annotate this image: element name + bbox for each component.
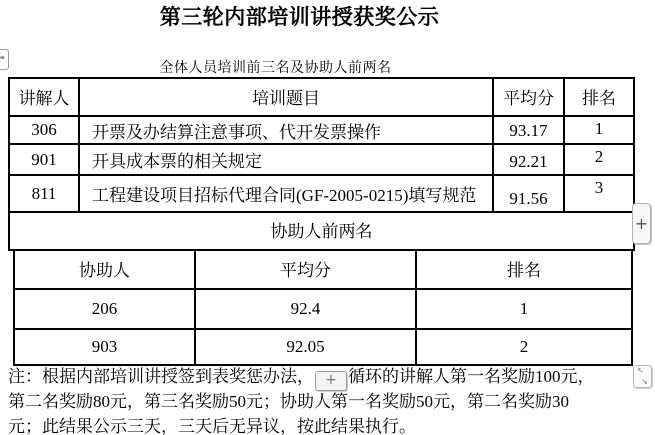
rank-cell: 1 xyxy=(564,116,634,144)
header-score: 平均分 xyxy=(195,250,416,289)
score-cell: 91.56 xyxy=(493,175,564,212)
expand-plus-button[interactable] xyxy=(632,203,651,244)
resize-nw-arrow-icon: ↖ xyxy=(637,366,644,375)
rank-cell: 2 xyxy=(564,144,634,175)
training-results-table xyxy=(8,77,635,251)
topic-cell: 开具成本票的相关规定 xyxy=(79,144,493,175)
rank-cell: 3 xyxy=(564,175,634,212)
table-header-row xyxy=(14,250,632,289)
speaker-cell: 306 xyxy=(9,116,79,144)
topic-cell: 开票及办结算注意事项、代开发票操作 xyxy=(79,116,493,144)
section-title: 协助人前两名 xyxy=(9,212,634,250)
assistant-cell: 903 xyxy=(14,329,195,365)
header-assistant: 协助人 xyxy=(14,250,195,289)
table-row xyxy=(14,329,632,365)
table-caption: 全体人员培训前三名及协助人前两名 xyxy=(159,60,392,76)
rank-cell: 1 xyxy=(416,289,632,329)
assistant-results-table xyxy=(13,249,633,366)
score-cell: 93.17 xyxy=(493,116,564,144)
plus-icon: + xyxy=(325,372,337,388)
page-title: 第三轮内部培训讲授获奖公示 xyxy=(159,5,440,29)
table-row xyxy=(14,289,632,329)
header-rank: 排名 xyxy=(416,250,632,289)
footnote xyxy=(8,364,652,435)
rank-cell: 2 xyxy=(416,329,632,365)
score-cell: 92.05 xyxy=(195,329,416,365)
assistant-cell: 206 xyxy=(14,289,195,329)
footnote-text: 注：根据内部培训讲授签到表奖惩办法， xyxy=(8,367,314,386)
speaker-cell: 901 xyxy=(9,144,79,175)
table-header-row xyxy=(9,78,634,116)
score-cell: 92.4 xyxy=(195,289,416,329)
header-score: 平均分 xyxy=(493,78,564,116)
header-topic: 培训题目 xyxy=(79,78,493,116)
table-row xyxy=(9,116,634,144)
table-row xyxy=(9,175,634,212)
footnote-line-1 xyxy=(8,364,652,389)
inline-expand-button[interactable] xyxy=(315,371,347,391)
topic-cell: 工程建设项目招标代理合同(GF-2005-0215)填写规范 xyxy=(79,175,493,212)
footnote-line-2: 第二名奖励80元，第三名奖励50元；协助人第一名奖励50元，第二名奖励30 xyxy=(8,392,569,411)
header-rank: 排名 xyxy=(564,78,634,116)
footnote-text: 循环的讲解人第一名奖励100元， xyxy=(348,367,595,386)
score-cell: 92.21 xyxy=(493,144,564,175)
resize-se-arrow-icon: ↘ xyxy=(641,377,648,386)
footnote-line-3: 元；此结果公示三天，三天后无异议，按此结果执行。 xyxy=(8,417,416,435)
header-speaker: 讲解人 xyxy=(9,78,79,116)
table-row xyxy=(9,144,634,175)
section-title-row xyxy=(9,212,634,250)
table-resize-handle[interactable] xyxy=(633,365,652,388)
speaker-cell: 811 xyxy=(9,175,79,212)
plus-icon: + xyxy=(634,214,649,233)
